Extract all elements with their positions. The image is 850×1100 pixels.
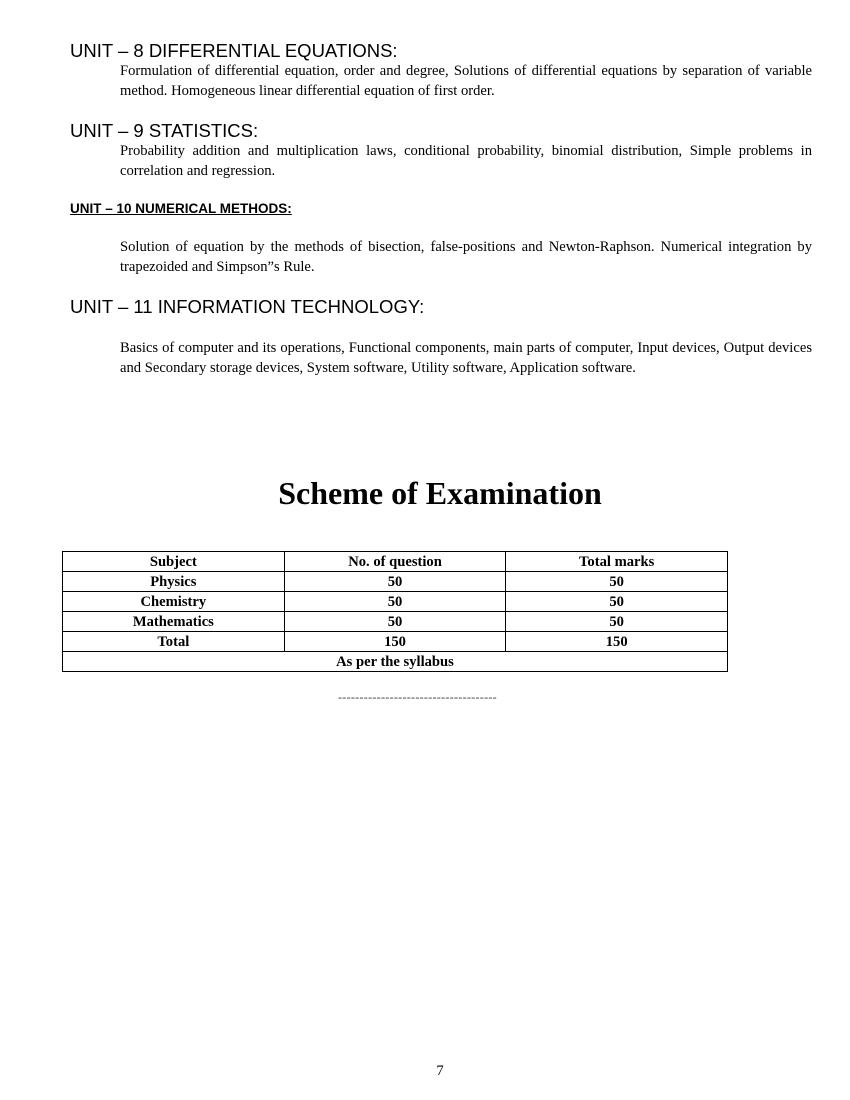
unit-8-heading: UNIT – 8 DIFFERENTIAL EQUATIONS: bbox=[70, 40, 398, 61]
unit-10-body: Solution of equation by the methods of bisection, false-positions and Newton-Raphson. Numerical integration by trapezoided and Simpson”s Rule. bbox=[120, 239, 812, 275]
header-marks: Total marks bbox=[506, 552, 728, 572]
cell-subject: Chemistry bbox=[63, 592, 285, 612]
scheme-table bbox=[62, 551, 728, 672]
unit-10-section bbox=[70, 200, 812, 277]
cell-questions: 150 bbox=[284, 632, 506, 652]
cell-subject: Total bbox=[63, 632, 285, 652]
cell-marks: 50 bbox=[506, 592, 728, 612]
table-row bbox=[63, 612, 728, 632]
cell-marks: 150 bbox=[506, 632, 728, 652]
cell-subject: Physics bbox=[63, 572, 285, 592]
table-row bbox=[63, 572, 728, 592]
cell-questions: 50 bbox=[284, 612, 506, 632]
table-footer-note: As per the syllabus bbox=[63, 652, 728, 672]
scheme-title: Scheme of Examination bbox=[278, 475, 602, 511]
cell-questions: 50 bbox=[284, 572, 506, 592]
page-number: 7 bbox=[436, 1063, 444, 1079]
section-divider: ------------------------------------- bbox=[338, 690, 497, 704]
table-header-row bbox=[63, 552, 728, 572]
table-row-total bbox=[63, 632, 728, 652]
unit-9-heading: UNIT – 9 STATISTICS: bbox=[70, 120, 259, 141]
unit-10-heading: UNIT – 10 NUMERICAL METHODS: bbox=[70, 201, 292, 216]
unit-8-section bbox=[70, 40, 812, 101]
unit-9-section bbox=[70, 120, 812, 181]
cell-questions: 50 bbox=[284, 592, 506, 612]
unit-11-section bbox=[70, 296, 812, 378]
unit-9-body: Probability addition and multiplication laws, conditional probability, binomial distribution, Simple problems in correlation and regression. bbox=[120, 143, 812, 179]
unit-11-body: Basics of computer and its operations, Functional components, main parts of computer, Input devices, Output devices and Secondary storage devices, System software, Utility software, Application software. bbox=[120, 340, 812, 376]
header-subject: Subject bbox=[63, 552, 285, 572]
cell-marks: 50 bbox=[506, 612, 728, 632]
cell-subject: Mathematics bbox=[63, 612, 285, 632]
table-footer-row bbox=[63, 652, 728, 672]
unit-11-heading: UNIT – 11 INFORMATION TECHNOLOGY: bbox=[70, 296, 425, 317]
cell-marks: 50 bbox=[506, 572, 728, 592]
table-row bbox=[63, 592, 728, 612]
unit-8-body: Formulation of differential equation, order and degree, Solutions of differential equations by separation of variable method. Homogeneous linear differential equation of first order. bbox=[120, 63, 812, 99]
header-questions: No. of question bbox=[284, 552, 506, 572]
